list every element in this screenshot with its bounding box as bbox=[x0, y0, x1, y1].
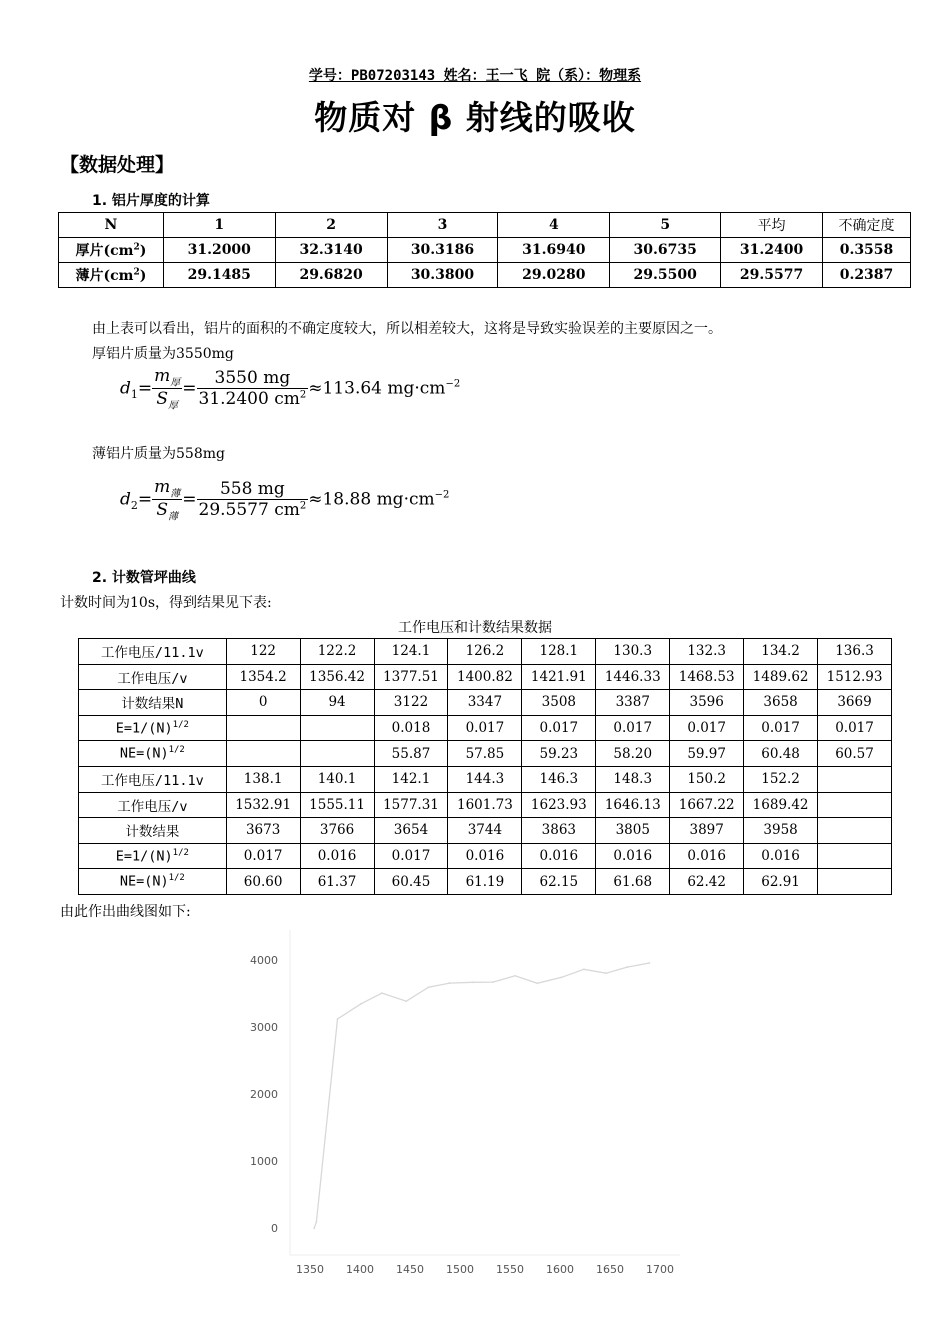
table-cell: 29.0280 bbox=[498, 263, 610, 288]
table-cell: 0.018 bbox=[374, 715, 448, 741]
table-cell: 1468.53 bbox=[670, 664, 744, 690]
plateau-curve-chart bbox=[240, 925, 700, 1285]
table-cell: 1689.42 bbox=[744, 792, 818, 818]
table-cell: 0.017 bbox=[818, 715, 892, 741]
row-label: 工作电压/v bbox=[79, 664, 227, 690]
thin-mass-text: 薄铝片质量为558mg bbox=[92, 446, 225, 462]
table-cell: 62.15 bbox=[522, 869, 596, 895]
table-cell: 122.2 bbox=[300, 639, 374, 665]
table-cell: 0.017 bbox=[670, 715, 744, 741]
table-row bbox=[79, 715, 892, 741]
table-cell: 138.1 bbox=[226, 766, 300, 792]
header-cell: 2 bbox=[275, 213, 387, 238]
table-cell: 94 bbox=[300, 690, 374, 716]
table-cell: 1577.31 bbox=[374, 792, 448, 818]
table-row bbox=[79, 843, 892, 869]
table-cell: 30.3186 bbox=[387, 238, 498, 263]
chart-intro: 由此作出曲线图如下: bbox=[60, 904, 191, 920]
table-cell: 0.3558 bbox=[823, 238, 911, 263]
thick-mass-text: 厚铝片质量为3550mg bbox=[92, 346, 234, 362]
table-row bbox=[79, 690, 892, 716]
table-cell: 3958 bbox=[744, 818, 818, 844]
part2-heading: 2. 计数管坪曲线 bbox=[92, 570, 196, 586]
table-cell: 1532.91 bbox=[226, 792, 300, 818]
table-cell: 0.016 bbox=[670, 843, 744, 869]
table-cell: 59.97 bbox=[670, 741, 744, 767]
table-cell: 1354.2 bbox=[226, 664, 300, 690]
table-cell: 3122 bbox=[374, 690, 448, 716]
table-cell: 1356.42 bbox=[300, 664, 374, 690]
header-cell: 3 bbox=[387, 213, 498, 238]
table-row bbox=[79, 741, 892, 767]
thickness-table bbox=[58, 212, 911, 288]
table-cell: 31.2400 bbox=[721, 238, 823, 263]
table-cell: 124.1 bbox=[374, 639, 448, 665]
table-cell: 1400.82 bbox=[448, 664, 522, 690]
x-tick-label: 1350 bbox=[296, 1263, 324, 1276]
data-point bbox=[583, 968, 585, 970]
table-cell: 1421.91 bbox=[522, 664, 596, 690]
table-cell bbox=[226, 741, 300, 767]
y-tick-label: 1000 bbox=[250, 1155, 278, 1169]
table-caption: 工作电压和计数结果数据 bbox=[398, 620, 552, 636]
data-point bbox=[536, 982, 538, 984]
row-label: 工作电压/11.1v bbox=[79, 639, 227, 665]
table-cell: 31.6940 bbox=[498, 238, 610, 263]
data-point bbox=[514, 975, 516, 977]
table-cell: 150.2 bbox=[670, 766, 744, 792]
table-row bbox=[79, 766, 892, 792]
table-cell: 1601.73 bbox=[448, 792, 522, 818]
table-cell: 0.016 bbox=[522, 843, 596, 869]
data-point bbox=[449, 982, 451, 984]
x-tick-label: 1400 bbox=[346, 1263, 374, 1276]
table-cell: 1489.62 bbox=[744, 664, 818, 690]
table-cell: 0.016 bbox=[596, 843, 670, 869]
data-point bbox=[316, 1221, 318, 1223]
table-cell: 3863 bbox=[522, 818, 596, 844]
table-cell: 29.6820 bbox=[275, 263, 387, 288]
part1-heading: 1. 铝片厚度的计算 bbox=[92, 193, 210, 209]
table-cell: 57.85 bbox=[448, 741, 522, 767]
table-row bbox=[79, 818, 892, 844]
table-cell: 3744 bbox=[448, 818, 522, 844]
table-cell: 136.3 bbox=[818, 639, 892, 665]
table-row bbox=[79, 792, 892, 818]
table-cell bbox=[818, 818, 892, 844]
table-cell: 1555.11 bbox=[300, 792, 374, 818]
table-cell: 30.6735 bbox=[610, 238, 721, 263]
table-cell bbox=[818, 766, 892, 792]
table-cell: 0.017 bbox=[744, 715, 818, 741]
table-cell: 3347 bbox=[448, 690, 522, 716]
x-tick-label: 1550 bbox=[496, 1263, 524, 1276]
table-cell: 29.5577 bbox=[721, 263, 823, 288]
table-cell: 32.3140 bbox=[275, 238, 387, 263]
table-cell: 0.017 bbox=[522, 715, 596, 741]
table-cell: 3658 bbox=[744, 690, 818, 716]
data-point bbox=[428, 986, 430, 988]
row-label: $NE=(N)^{1/2}$ bbox=[79, 869, 227, 895]
table-cell: 0.017 bbox=[226, 843, 300, 869]
table-cell bbox=[818, 869, 892, 895]
table-cell: 3766 bbox=[300, 818, 374, 844]
header-cell: 1 bbox=[163, 213, 275, 238]
table-cell: 126.2 bbox=[448, 639, 522, 665]
table-cell: 29.1485 bbox=[163, 263, 275, 288]
table-cell: 62.42 bbox=[670, 869, 744, 895]
table-cell: 61.37 bbox=[300, 869, 374, 895]
table-cell: 58.20 bbox=[596, 741, 670, 767]
row-label: $E=1/(N)^{1/2}$ bbox=[79, 715, 227, 741]
table-cell: 128.1 bbox=[522, 639, 596, 665]
table-cell: 142.1 bbox=[374, 766, 448, 792]
table-cell: 55.87 bbox=[374, 741, 448, 767]
section-heading: 【数据处理】 bbox=[60, 154, 175, 176]
table-cell: 130.3 bbox=[596, 639, 670, 665]
row-label: $NE=(N)^{1/2}$ bbox=[79, 741, 227, 767]
row-label: $E=1/(N)^{1/2}$ bbox=[79, 843, 227, 869]
row-label: 薄片$(cm^2)$ bbox=[59, 263, 164, 288]
part2-intro: 计数时间为10s，得到结果见下表: bbox=[60, 595, 272, 611]
table-cell: 3508 bbox=[522, 690, 596, 716]
table-cell: 1377.51 bbox=[374, 664, 448, 690]
row-label: 工作电压/v bbox=[79, 792, 227, 818]
series-line bbox=[314, 963, 649, 1228]
table-cell: 3654 bbox=[374, 818, 448, 844]
table-cell bbox=[818, 843, 892, 869]
table-cell: 0.017 bbox=[374, 843, 448, 869]
table-cell: 0.016 bbox=[300, 843, 374, 869]
x-tick-label: 1450 bbox=[396, 1263, 424, 1276]
row-label: 工作电压/11.1v bbox=[79, 766, 227, 792]
formula-d1: $d_1=$ $\frac{m_厚}{\overline{S}_厚}$ = $\frac{3550 mg}{31.2400 cm^2}$ ≈113.64 $mg\cdot cm^{-2}$ bbox=[120, 366, 461, 412]
y-tick-label: 2000 bbox=[250, 1088, 278, 1102]
row-label: 计数结果N bbox=[79, 690, 227, 716]
table-cell: 0.017 bbox=[448, 715, 522, 741]
table-cell: 31.2000 bbox=[163, 238, 275, 263]
table-cell: 3669 bbox=[818, 690, 892, 716]
table-cell: 1667.22 bbox=[670, 792, 744, 818]
plateau-data-table bbox=[78, 638, 892, 895]
table-cell: 1446.33 bbox=[596, 664, 670, 690]
table-row bbox=[79, 664, 892, 690]
table-cell: 1512.93 bbox=[818, 664, 892, 690]
table-cell: 60.57 bbox=[818, 741, 892, 767]
table-cell: 30.3800 bbox=[387, 263, 498, 288]
table-cell: 148.3 bbox=[596, 766, 670, 792]
data-point bbox=[605, 972, 607, 974]
table-row bbox=[59, 263, 911, 288]
data-point bbox=[561, 976, 563, 978]
table-cell: 0.016 bbox=[744, 843, 818, 869]
table-cell: 144.3 bbox=[448, 766, 522, 792]
table-cell: 0.2387 bbox=[823, 263, 911, 288]
table-cell: 122 bbox=[226, 639, 300, 665]
table-cell: 3596 bbox=[670, 690, 744, 716]
table-cell bbox=[226, 715, 300, 741]
data-point bbox=[472, 981, 474, 983]
header-cell: 不确定度 bbox=[823, 213, 911, 238]
uncertainty-note: 由上表可以看出，铝片的面积的不确定度较大，所以相差较大，这将是导致实验误差的主要原因之一。 bbox=[92, 321, 722, 337]
table-cell: 60.45 bbox=[374, 869, 448, 895]
data-point bbox=[337, 1018, 339, 1020]
table-cell: 134.2 bbox=[744, 639, 818, 665]
x-tick-label: 1600 bbox=[546, 1263, 574, 1276]
table-cell: 62.91 bbox=[744, 869, 818, 895]
data-point bbox=[360, 1003, 362, 1005]
table-cell bbox=[300, 741, 374, 767]
table-cell: 3897 bbox=[670, 818, 744, 844]
data-point bbox=[649, 962, 651, 964]
data-point bbox=[405, 1000, 407, 1002]
y-tick-label: 0 bbox=[271, 1222, 278, 1236]
table-cell: 0.017 bbox=[596, 715, 670, 741]
table-cell: 61.19 bbox=[448, 869, 522, 895]
table-cell: 132.3 bbox=[670, 639, 744, 665]
table-cell: 1623.93 bbox=[522, 792, 596, 818]
row-label: 计数结果 bbox=[79, 818, 227, 844]
x-tick-label: 1500 bbox=[446, 1263, 474, 1276]
table-cell: 60.60 bbox=[226, 869, 300, 895]
table-cell: 0 bbox=[226, 690, 300, 716]
x-tick-label: 1650 bbox=[596, 1263, 624, 1276]
table-cell: 3805 bbox=[596, 818, 670, 844]
row-label: 厚片$(cm^2)$ bbox=[59, 238, 164, 263]
data-point bbox=[381, 992, 383, 994]
table-cell: 1646.13 bbox=[596, 792, 670, 818]
table-cell: 3673 bbox=[226, 818, 300, 844]
x-tick-label: 1700 bbox=[646, 1263, 674, 1276]
table-row bbox=[79, 639, 892, 665]
header-cell: N bbox=[59, 213, 164, 238]
data-point bbox=[492, 981, 494, 983]
student-info-header: 学号：PB07203143 姓名：王一飞 院（系）：物理系 bbox=[308, 68, 642, 84]
table-row bbox=[79, 869, 892, 895]
table-cell: 140.1 bbox=[300, 766, 374, 792]
thickness-table-header bbox=[59, 213, 911, 238]
table-cell: 61.68 bbox=[596, 869, 670, 895]
table-row bbox=[59, 238, 911, 263]
y-tick-label: 3000 bbox=[250, 1021, 278, 1035]
table-cell bbox=[818, 792, 892, 818]
data-point bbox=[313, 1227, 315, 1229]
header-cell: 5 bbox=[610, 213, 721, 238]
data-point bbox=[626, 966, 628, 968]
formula-d2: $d_2=$ $\frac{m_薄}{\overline{S}_薄}$ = $\frac{558 mg}{29.5577 cm^2}$ ≈18.88 $mg\cdot cm^{-2}$ bbox=[120, 477, 450, 523]
y-tick-label: 4000 bbox=[250, 954, 278, 968]
table-cell: 0.016 bbox=[448, 843, 522, 869]
table-cell: 3387 bbox=[596, 690, 670, 716]
table-cell: 59.23 bbox=[522, 741, 596, 767]
table-cell bbox=[300, 715, 374, 741]
header-cell: 平均 bbox=[721, 213, 823, 238]
table-cell: 60.48 bbox=[744, 741, 818, 767]
page-title: 物质对 β 射线的吸收 bbox=[314, 98, 636, 137]
table-cell: 152.2 bbox=[744, 766, 818, 792]
table-cell: 146.3 bbox=[522, 766, 596, 792]
header-cell: 4 bbox=[498, 213, 610, 238]
table-cell: 29.5500 bbox=[610, 263, 721, 288]
